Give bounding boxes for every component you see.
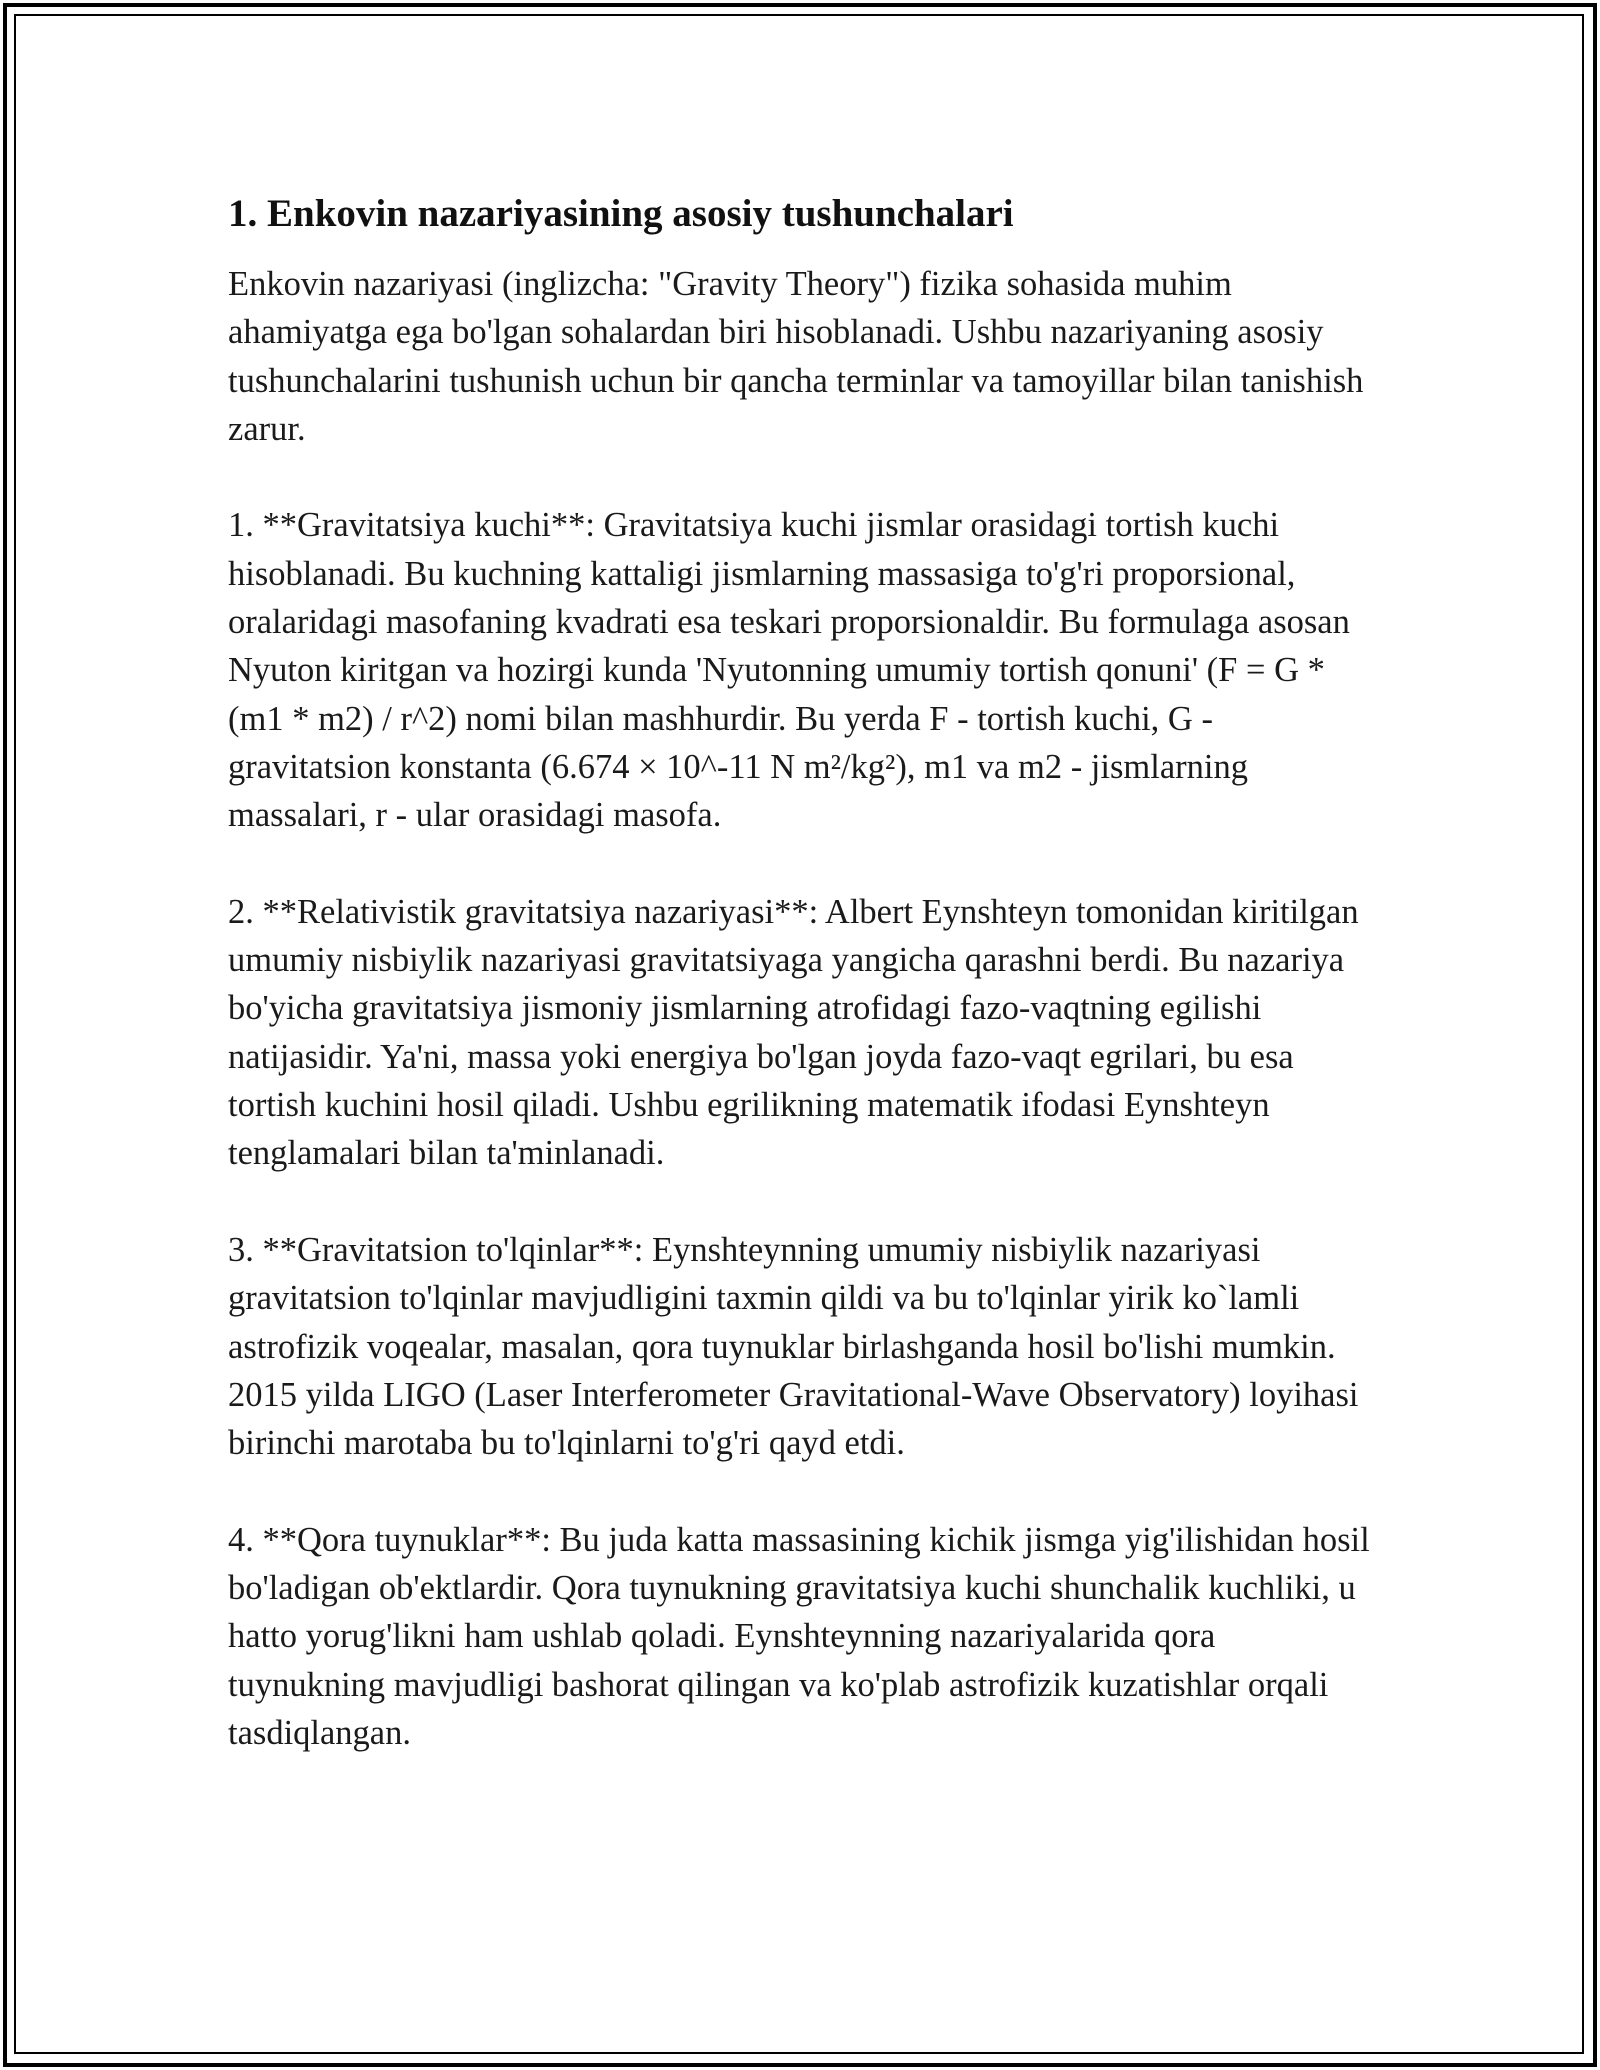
relativistic-gravity-paragraph: 2. **Relativistik gravitatsiya nazariyasi**: Albert Eynshteyn tomonidan kiritilgan umumiy nisbiylik nazariyasi gravitatsiyaga yangicha qarashni berdi. Bu nazariya bo'yicha gravitatsiya jismoniy jismlarning atrofidagi fazo-vaqtning egilishi natijasidir. Ya'ni, massa yoki energiya bo'lgan joyda fazo-vaqt egrilari, bu esa tortish kuchini hosil qiladi. Ushbu egrilikning matematik ifodasi Eynshteyn tenglamalari bilan ta'minlanadi. xyxy=(228,892,1359,1173)
gravitational-waves-paragraph: 3. **Gravitatsion to'lqinlar**: Eynshteynning umumiy nisbiylik nazariyasi gravitatsion to'lqinlar mavjudligini taxmin qildi va bu to'lqinlar yirik ko`lamli astrofizik voqealar, masalan, qora tuynuklar birlashganda hosil bo'lishi mumkin. 2015 yilda LIGO (Laser Interferometer Gravitational-Wave Observatory) loyihasi birinchi marotaba bu to'lqinlarni to'g'ri qayd etdi. xyxy=(228,1230,1359,1463)
section-heading: 1. Enkovin nazariyasining asosiy tushunchalari xyxy=(228,192,1014,235)
document-body xyxy=(228,190,1378,1806)
gravity-force-paragraph: 1. **Gravitatsiya kuchi**: Gravitatsiya kuchi jismlar orasidagi tortish kuchi hisoblanadi. Bu kuchning kattaligi jismlarning massasiga to'g'ri proporsional, oralaridagi masofaning kvadrati esa teskari proporsionaldir. Bu formulaga asosan Nyuton kiritgan va hozirgi kunda 'Nyutonning umumiy tortish qonuni' (F = G * (m1 * m2) / r^2) nomi bilan mashhurdir. Bu yerda F - tortish kuchi, G - gravitatsion konstanta (6.674 × 10^-11 N m²/kg²), m1 va m2 - jismlarning massalari, r - ular orasidagi masofa. xyxy=(228,506,1350,835)
intro-paragraph: Enkovin nazariyasi (inglizcha: "Gravity Theory") fizika sohasida muhim ahamiyatga ega bo'lgan sohalardan biri hisoblanadi. Ushbu nazariyaning asosiy tushunchalarini tushunish uchun bir qancha terminlar va tamoyillar bilan tanishish zarur. xyxy=(228,265,1364,448)
black-holes-paragraph: 4. **Qora tuynuklar**: Bu juda katta massasining kichik jismga yig'ilishidan hosil bo'ladigan ob'ektlardir. Qora tuynukning gravitatsiya kuchi shunchalik kuchliki, u hatto yorug'likni ham ushlab qoladi. Eynshteynning nazariyalarida qora tuynukning mavjudligi bashorat qilingan va ko'plab astrofizik kuzatishlar orqali tasdiqlangan. xyxy=(228,1520,1370,1752)
